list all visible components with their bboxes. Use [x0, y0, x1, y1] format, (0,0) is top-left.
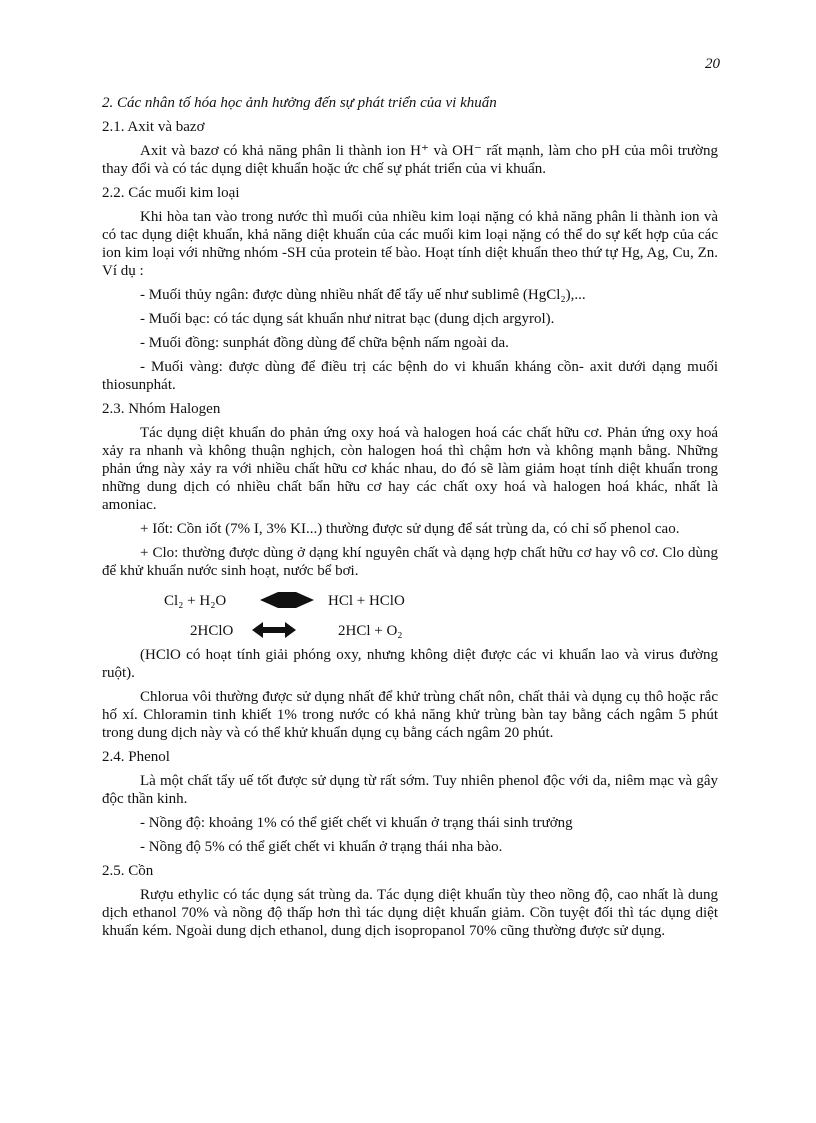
- paragraph-metal-salts: Khi hòa tan vào trong nước thì muối của nhiều kim loại nặng có khả năng phân li thành ion và có tac dụng diệt khuẩn, khả năng diệt khuẩn của các muối kim loại nặng có thể do sự kết hợp của các ion kim loại với những nhóm -SH của protein tế bào. Hoạt tính diệt khuẩn theo thứ tự Hg, Ag, Cu, Zn. Ví dụ :: [102, 209, 718, 279]
- paragraph-acids-bases: Axit và bazơ có khả năng phân li thành ion H⁺ và OH⁻ rất mạnh, làm cho pH của môi trường thay đổi và có tác dụng diệt khuẩn hoặc ức chế sự phát triển của vi khuẩn.: [102, 143, 718, 177]
- equilibrium-arrow-icon: [260, 592, 314, 608]
- heading-2-3: 2.3. Nhóm Halogen: [102, 401, 221, 417]
- section-title: 2. Các nhân tố hóa học ảnh hưởng đến sự phát triển của vi khuẩn: [102, 95, 497, 111]
- list-item: - Muối thủy ngân: được dùng nhiều nhất để tẩy uế như sublimê (HgCl₂),...: [140, 287, 586, 303]
- list-item: - Muối bạc: có tác dụng sát khuẩn như nitrat bạc (dung dịch argyrol).: [140, 311, 555, 327]
- equation-1-left: Cl₂ + H₂O: [164, 593, 227, 609]
- list-item: - Nồng độ 5% có thể giết chết vi khuẩn ở trạng thái nha bào.: [140, 839, 503, 855]
- heading-2-2: 2.2. Các muối kim loại: [102, 185, 240, 201]
- list-item: - Muối đồng: sunphát đồng dùng để chữa bệnh nấm ngoài da.: [140, 335, 509, 351]
- equation-2-left: 2HClO: [190, 623, 234, 639]
- list-item: - Nồng độ: khoảng 1% có thể giết chết vi khuẩn ở trạng thái sinh trưởng: [140, 815, 573, 831]
- paragraph-iodine: + Iốt: Cồn iốt (7% I, 3% KI...) thường được sử dụng để sát trùng da, có chỉ số phenol cao.: [140, 521, 680, 537]
- paragraph-halogen: Tác dụng diệt khuẩn do phản ứng oxy hoá và halogen hoá các chất hữu cơ. Phản ứng oxy hoá xảy ra nhanh và không thuận nghịch, còn halogen hoá thì chậm hơn và không mạnh bằng. Những phản ứng này xảy ra với nhiều chất hữu cơ khác nhau, do đó sẽ làm giảm hoạt tính diệt khuẩn trong những dung dịch có nhiều chất bẩn hữu cơ hay các chất oxy hoá và halogen hoá khác, nhất là amoniac.: [102, 425, 718, 513]
- paragraph-alcohol: Rượu ethylic có tác dụng sát trùng da. Tác dụng diệt khuẩn tùy theo nồng độ, cao nhất là dung dịch ethanol 70% và nồng độ thấp hơn thì tác dụng diệt khuẩn giảm. Cồn tuyệt đối thì tác dụng diệt khuẩn kém. Ngoài dung dịch ethanol, dung dịch isopropanol 70% cũng thường được sử dụng.: [102, 887, 718, 939]
- equation-1-right: HCl + HClO: [328, 593, 405, 609]
- list-item: - Muối vàng: được dùng để điều trị các bệnh do vi khuẩn kháng cồn- axit dưới dạng muối thiosunphát.: [102, 359, 718, 393]
- paragraph-chloride-lime: Chlorua vôi thường được sử dụng nhất để khử trùng chất nôn, chất thải và dụng cụ thô hoặc rắc hố xí. Chloramin tinh khiết 1% trong nước có khả năng khử trùng bàn tay bằng cách ngâm 5 phút trong dung dịch này và có thể khử khuẩn dụng cụ bằng cách ngâm 20 phút.: [102, 689, 718, 741]
- heading-2-1: 2.1. Axit và bazơ: [102, 119, 205, 135]
- equation-1: [102, 586, 718, 616]
- paragraph-chlorine: + Clo: thường được dùng ở dạng khí nguyên chất và dạng hợp chất hữu cơ hay vô cơ. Clo dùng để khử khuẩn nước sinh hoạt, nước bể bơi.: [102, 545, 718, 579]
- double-arrow-icon: [252, 622, 296, 638]
- paragraph-hclo-note: (HClO có hoạt tính giải phóng oxy, nhưng không diệt được các vi khuẩn lao và virus đường ruột).: [102, 647, 718, 681]
- equation-2: [102, 616, 718, 646]
- heading-2-5: 2.5. Cồn: [102, 863, 154, 879]
- equation-2-right: 2HCl + O₂: [338, 623, 403, 639]
- heading-2-4: 2.4. Phenol: [102, 749, 170, 765]
- page-content: [102, 94, 718, 946]
- page-number: 20: [705, 56, 720, 72]
- paragraph-phenol: Là một chất tẩy uế tốt được sử dụng từ rất sớm. Tuy nhiên phenol độc với da, niêm mạc và gây độc thần kinh.: [102, 773, 718, 807]
